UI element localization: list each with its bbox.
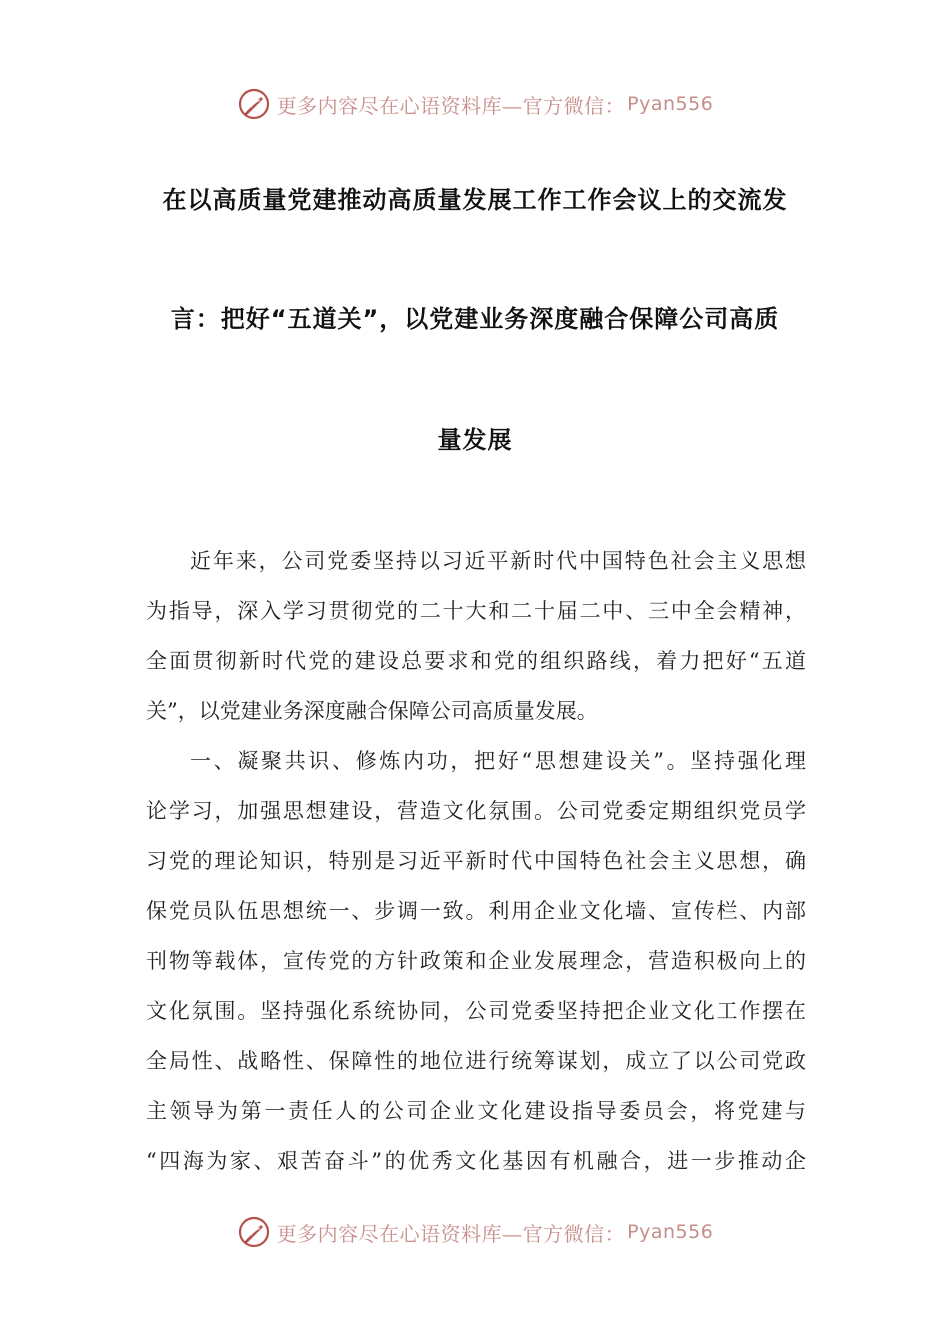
paragraph-line: 近年来，公司党委坚持以习近平新时代中国特色社会主义思想: [190, 549, 806, 573]
watermark-wechat-id: Pyan556: [627, 93, 714, 115]
watermark-header: [0, 84, 950, 124]
paragraph-line: 全局性、战略性、保障性的地位进行统筹谋划，成立了以公司党政: [146, 1049, 806, 1073]
paragraph-line: 主领导为第一责任人的公司企业文化建设指导委员会，将党建与: [146, 1099, 806, 1123]
watermark-footer: [0, 1212, 950, 1252]
paragraph-line: 保党员队伍思想统一、步调一致。利用企业文化墙、宣传栏、内部: [146, 899, 806, 923]
document-title-line-1: 在以高质量党建推动高质量发展工作工作会议上的交流发: [162, 186, 788, 214]
paragraph-line: “四海为家、艰苦奋斗”的优秀文化基因有机融合，进一步推动企: [146, 1149, 806, 1173]
paragraph-line: 习党的理论知识，特别是习近平新时代中国特色社会主义思想，确: [146, 849, 806, 873]
paragraph-line: 文化氛围。坚持强化系统协同，公司党委坚持把企业文化工作摆在: [146, 999, 806, 1023]
paragraph-line: 关”，以党建业务深度融合保障公司高质量发展。: [146, 699, 598, 723]
document-title-line-3: 量发展: [437, 426, 513, 454]
quill-pen-icon: [237, 87, 271, 121]
document-title-line-2: 言：把好“五道关”，以党建业务深度融合保障公司高质: [170, 305, 780, 333]
watermark-text: 更多内容尽在心语资料库—官方微信：: [276, 1221, 626, 1246]
document-body: [146, 536, 806, 1186]
paragraph-line: 一、凝聚共识、修炼内功，把好“思想建设关”。坚持强化理: [190, 749, 806, 773]
watermark-wechat-id: Pyan556: [627, 1221, 714, 1243]
paragraph-line: 刊物等载体，宣传党的方针政策和企业发展理念，营造积极向上的: [146, 949, 806, 973]
paragraph-line: 为指导，深入学习贯彻党的二十大和二十届二中、三中全会精神，: [146, 599, 806, 623]
paragraph-line: 全面贯彻新时代党的建设总要求和党的组织路线，着力把好“五道: [146, 649, 806, 673]
watermark-text: 更多内容尽在心语资料库—官方微信：: [276, 93, 626, 118]
paragraph-line: 论学习，加强思想建设，营造文化氛围。公司党委定期组织党员学: [146, 799, 806, 823]
quill-pen-icon: [237, 1215, 271, 1249]
